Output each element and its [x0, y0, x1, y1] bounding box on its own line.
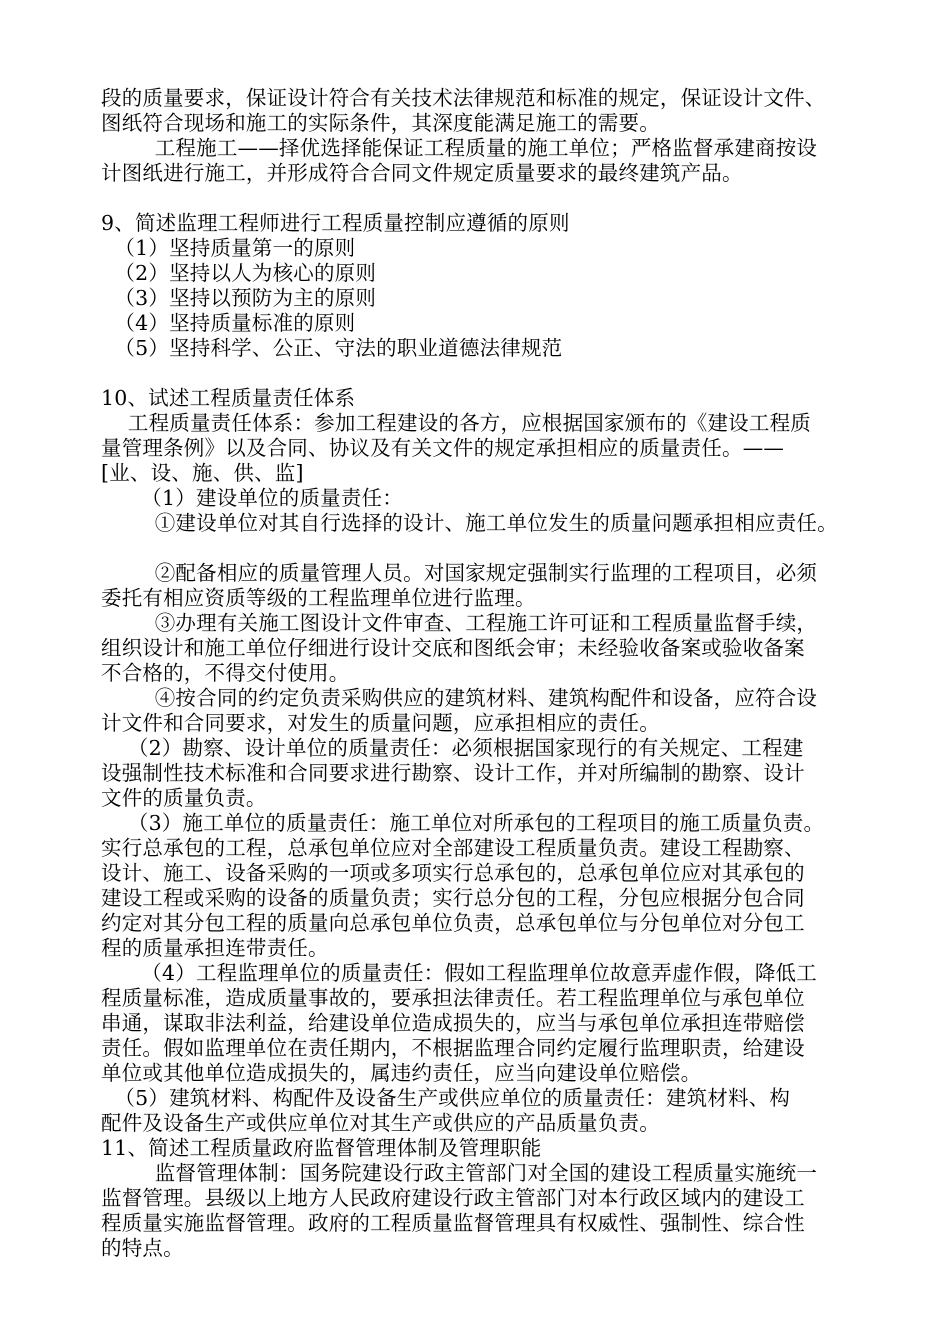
text-line: ①建设单位对其自行选择的设计、施工单位发生的质量问题承担相应责任。 — [101, 511, 838, 535]
text-line: （4）工程监理单位的质量责任：假如工程监理单位故意弄虚作假，降低工 — [101, 961, 817, 985]
text-line: （2）勘察、设计单位的质量责任：必须根据国家现行的有关规定、工程建 — [101, 736, 804, 760]
text-line: 串通，谋取非法利益，给建设单位造成损失的，应当与承包单位承担连带赔偿 — [101, 1011, 805, 1035]
text-line: 程质量实施监督管理。政府的工程质量监督管理具有权威性、强制性、综合性 — [101, 1211, 805, 1235]
text-line: 图纸符合现场和施工的实际条件，其深度能满足施工的需要。 — [101, 111, 660, 135]
text-line: 约定对其分包工程的质量向总承包单位负责，总承包单位与分包单位对分包工 — [101, 911, 805, 935]
text-line: （3）施工单位的质量责任：施工单位对所承包的工程项目的施工质量负责。 — [101, 811, 825, 835]
text-line: 责任。假如监理单位在责任期内，不根据监理合同约定履行监理职责，给建设 — [101, 1036, 805, 1060]
list-item: （1）坚持质量第一的原则 — [101, 236, 356, 260]
blank-line — [101, 186, 871, 211]
text-line: [业、设、施、供、监] — [101, 461, 304, 485]
text-line: ②配备相应的质量管理人员。对国家规定强制实行监理的工程项目，必须 — [101, 561, 818, 585]
text-line: 监督管理体制：国务院建设行政主管部门对全国的建设工程质量实施统一 — [101, 1161, 818, 1185]
list-item: （3）坚持以预防为主的原则 — [101, 286, 377, 310]
section-heading: 9、简述监理工程师进行工程质量控制应遵循的原则 — [101, 211, 570, 235]
text-line: 单位或其他单位造成损失的，属违约责任，应当向建设单位赔偿。 — [101, 1061, 702, 1085]
text-line: 程质量标准，造成质量事故的，要承担法律责任。若工程监理单位与承包单位 — [101, 986, 805, 1010]
text-line: 文件的质量负责。 — [101, 786, 267, 810]
list-item: （4）坚持质量标准的原则 — [101, 311, 356, 335]
text-line: 程的质量承担连带责任。 — [101, 936, 329, 960]
text-line: ④按合同的约定负责采购供应的建筑材料、建筑构配件和设备，应符合设 — [101, 686, 818, 710]
text-line: 不合格的，不得交付使用。 — [101, 661, 350, 685]
section-heading: 11、简述工程质量政府监督管理体制及管理职能 — [101, 1136, 542, 1160]
text-line: 计文件和合同要求，对发生的质量问题，应承担相应的责任。 — [101, 711, 660, 735]
text-line: 设计、施工、设备采购的一项或多项实行总承包的，总承包单位应对其承包的 — [101, 861, 805, 885]
text-line: （5）建筑材料、构配件及设备生产或供应单位的质量责任：建筑材料、构 — [101, 1086, 791, 1110]
list-item: （2）坚持以人为核心的原则 — [101, 261, 377, 285]
text-line: 计图纸进行施工，并形成符合合同文件规定质量要求的最终建筑产品。 — [101, 161, 743, 185]
list-item: （5）坚持科学、公正、守法的职业道德法律规范 — [101, 336, 563, 360]
text-line: 实行总承包的工程，总承包单位应对全部建设工程质量负责。建设工程勘察、 — [101, 836, 805, 860]
text-line: 建设工程或采购的设备的质量负责；实行总分包的工程，分包应根据分包合同 — [101, 886, 805, 910]
text-line: 的特点。 — [101, 1236, 184, 1260]
text-line: 工程施工——择优选择能保证工程质量的施工单位；严格监督承建商按设 — [101, 136, 818, 160]
text-line: 配件及设备生产或供应单位对其生产或供应的产品质量负责。 — [101, 1111, 660, 1135]
text-line: 监督管理。县级以上地方人民政府建设行政主管部门对本行政区域内的建设工 — [101, 1186, 805, 1210]
text-line: （1）建设单位的质量责任： — [101, 486, 403, 510]
text-line: 组织设计和施工单位仔细进行设计交底和图纸会审；未经验收备案或验收备案 — [101, 636, 805, 660]
document-page — [101, 86, 871, 1261]
text-line: ③办理有关施工图设计文件审查、工程施工许可证和工程质量监督手续， — [101, 611, 818, 635]
text-line: 设强制性技术标准和合同要求进行勘察、设计工作，并对所编制的勘察、设计 — [101, 761, 805, 785]
text-line: 工程质量责任体系：参加工程建设的各方，应根据国家颁布的《建设工程质 — [101, 411, 811, 435]
text-line: 段的质量要求，保证设计符合有关技术法律规范和标准的规定，保证设计文件、 — [101, 86, 826, 110]
text-line: 委托有相应资质等级的工程监理单位进行监理。 — [101, 586, 536, 610]
text-line: 量管理条例》以及合同、协议及有关文件的规定承担相应的质量责任。—— — [101, 436, 785, 460]
blank-line — [101, 361, 871, 386]
section-heading: 10、试述工程质量责任体系 — [101, 386, 356, 410]
blank-line — [101, 536, 871, 561]
